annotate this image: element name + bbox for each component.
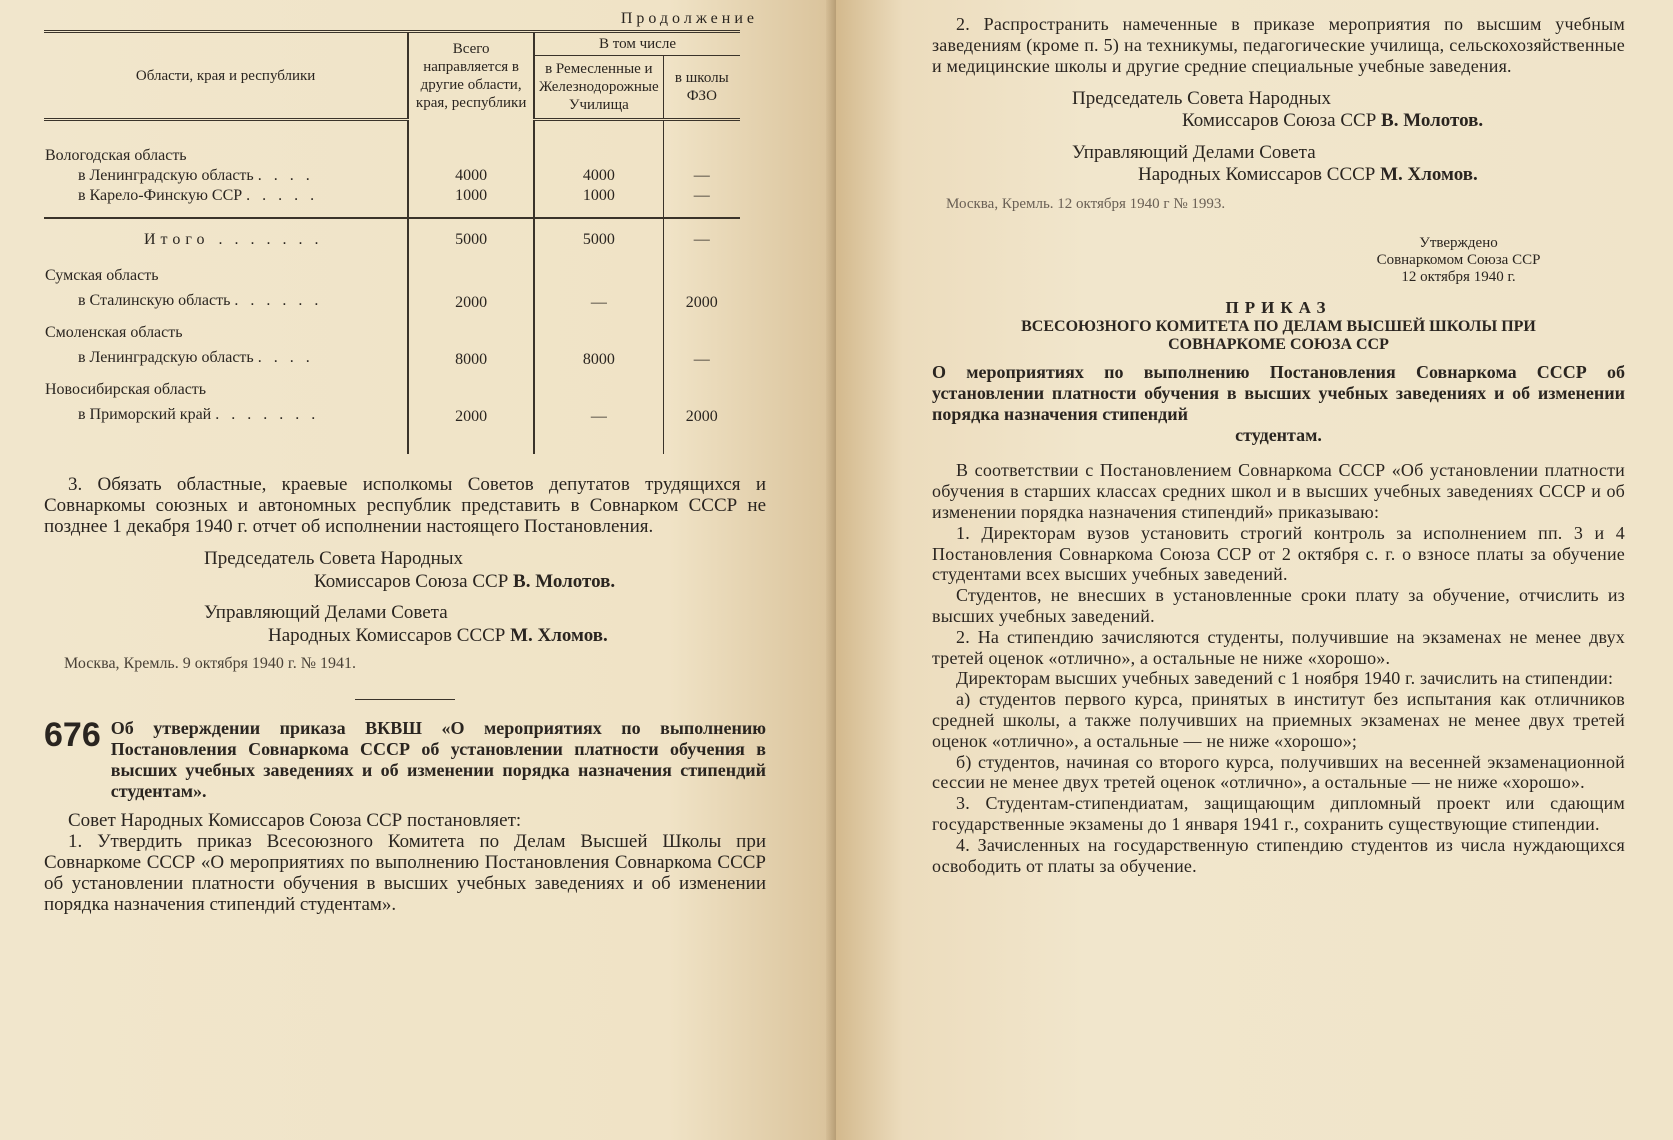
table-row: в Сталинскую область . . . . . . 2000 — 2000 (44, 286, 740, 318)
table-row (44, 375, 740, 400)
signature-manager: Управляющий Делами Совета Народных Комиссаров СССР М. Хломов. (204, 602, 608, 646)
cell-schools: — (534, 400, 663, 454)
cell-fzo: 2000 (663, 286, 740, 318)
decree-point-1: 1. Утвердить приказ Всесоюзного Комитета по Делам Высшей Школы при Совнаркоме СССР «О мероприятиях по выполнению Постановления Совнаркома СССР об установлении платности обучения в высших учебных заведениях и об изменении порядка назначения стипендий студентам». (44, 831, 766, 915)
col-region-header: Области, края и республики (44, 32, 408, 120)
destination: в Ленинградскую область (78, 167, 254, 184)
signatory-name: В. Молотов. (513, 571, 616, 592)
cell-fzo: — (663, 218, 740, 261)
approval-stamp: Утверждено Совнаркомом Союза ССР 12 октября 1940 г. (1376, 235, 1541, 286)
distribution-table (44, 30, 740, 454)
signature-chairman: Председатель Совета Народных Комиссаров Союза ССР В. Молотов. (204, 548, 616, 592)
col-including-header: В том числе (534, 32, 740, 56)
signatory-name: В. Молотов. (1381, 110, 1484, 132)
destination: в Сталинскую область (78, 292, 231, 309)
right-page (836, 0, 1673, 1140)
date-line: Москва, Кремль. 9 октября 1940 г. № 1941. (64, 655, 356, 672)
point-3-text: 3. Обязать областные, краевые исполкомы Советов депутатов трудящихся и Совнаркомы союзных и автономных республик представить в Совнарком СССР не позднее 1 декабря 1940 г. отчет об исполнении настоящего Постановления. (44, 474, 766, 537)
destination: в Ленинградскую область (78, 349, 254, 366)
cell-total: 2000 (408, 400, 534, 454)
continuation-label: Продолжение (620, 10, 758, 27)
order-issuer: ВСЕСОЮЗНОГО КОМИТЕТА ПО ДЕЛАМ ВЫСШЕЙ ШКОЛЫ ПРИ СОВНАРКОМЕ СОЮЗА ССР (1021, 318, 1536, 354)
table-row: в Ленинградскую область . . . . 4000 4000 — (44, 166, 740, 186)
cell-total: 1000 (408, 186, 534, 218)
order-paragraph: 1. Директорам вузов установить строгий контроль за исполнением пп. 3 и 4 Постановления Совнаркома Союза ССР от 2 октября с. г. о взносе платы за обучение студентами всех высших учебных заведений. (932, 522, 1625, 585)
region-name: Новосибирская область (45, 381, 207, 398)
signature-chairman: Председатель Совета Народных Комиссаров Союза ССР В. Молотов. (1072, 88, 1484, 132)
table-row (44, 261, 740, 286)
signature-manager: Управляющий Делами Совета Народных Комиссаров СССР М. Хломов. (1072, 142, 1478, 186)
divider (355, 699, 455, 700)
order-title-end: студентам. (1235, 425, 1322, 446)
cell-total: 2000 (408, 286, 534, 318)
order-heading: ПРИКАЗ (1225, 298, 1332, 318)
order-paragraph: В соответствии с Постановлением Совнаркома СССР «Об установлении платности обучения в старших классах средних школ и в высших учебных заведениях СССР и об изменении порядка назначения стипендий» приказываю: (932, 460, 1625, 522)
cell-fzo: 2000 (663, 400, 740, 454)
cell-schools: 8000 (534, 343, 663, 375)
col-total-header: Всего направляется в другие области, края, республики (408, 32, 534, 120)
cell-fzo: — (663, 186, 740, 218)
article-title: Об утверждении приказа ВКВШ «О мероприятиях по выполнению Постановления Совнаркома СССР об установлении платности обучения в высших учебных заведениях и об изменении порядка назначения стипендий студентам». (110, 718, 766, 801)
table-row (44, 318, 740, 343)
cell-schools: 5000 (534, 218, 663, 261)
region-name: Смоленская область (45, 324, 183, 341)
region-name: Вологодская область (45, 147, 187, 164)
table-row (44, 120, 740, 167)
order-paragraph: 4. Зачисленных на государственную стипендию студентов из числа нуждающихся освободить от платы за обучение. (932, 834, 1625, 876)
table-row: в Карело-Финскую ССР . . . . . 1000 1000 — (44, 186, 740, 218)
col-fzo-header: в школы ФЗО (663, 56, 740, 120)
article-676 (44, 718, 766, 802)
order-paragraph: 3. Студентам-стипендиатам, защищающим дипломный проект или сдающим государственные экзамены до 1 января 1941 г., сохранить существующие стипендии. (932, 793, 1625, 834)
total-label: Итого (144, 231, 210, 248)
cell-total: 8000 (408, 343, 534, 375)
cell-fzo: — (663, 166, 740, 186)
order-title: О мероприятиях по выполнению Постановления Совнаркома СССР об установлении платности обучения в высших учебных заведениях и об изменении порядка назначения стипендий (932, 362, 1625, 425)
order-paragraph: Директорам высших учебных заведений с 1 ноября 1940 г. зачислить на стипендии: (956, 668, 1614, 689)
col-schools-header: в Ремесленные и Железнодорожные Училища (534, 56, 663, 120)
cell-total: 4000 (408, 166, 534, 186)
region-name: Сумская область (45, 267, 159, 284)
signatory-name: М. Хломов. (1380, 164, 1478, 186)
destination: в Приморский край (78, 406, 212, 423)
date-line: Москва, Кремль. 12 октября 1940 г № 1993. (946, 196, 1226, 213)
destination: в Карело-Финскую ССР (78, 187, 243, 204)
signatory-name: М. Хломов. (510, 625, 608, 646)
order-paragraph: Студентов, не внесших в установленные сроки плату за обучение, отчислить из высших учебных заведений. (932, 585, 1625, 626)
article-number: 676 (44, 716, 101, 754)
point-2-text: 2. Распространить намеченные в приказе мероприятия по высшим учебным заведениям (кроме п. 5) на техникумы, педагогические училища, сельскохозяйственные и медицинские школы и другие средние специальные учебные заведения. (932, 14, 1625, 76)
order-paragraph: б) студентов, начиная со второго курса, получивших на весенней экзаменационной сессии не менее двух третей оценок «отлично», а остальные — не ниже «хорошо». (932, 751, 1625, 793)
order-body (932, 460, 1625, 876)
order-paragraph: а) студентов первого курса, принятых в институт без испытания как отличников средней школы, а также получивших на приемных экзаменах не менее двух третей оценок «отлично», а остальные — не ниже «хорошо»; (932, 689, 1625, 751)
total-row: Итого . . . . . . . 5000 5000 — (44, 218, 740, 261)
cell-schools: 4000 (534, 166, 663, 186)
left-page (0, 0, 836, 1140)
table-row: в Ленинградскую область . . . . 8000 8000 — (44, 343, 740, 375)
order-paragraph: 2. На стипендию зачисляются студенты, получившие на экзаменах не менее двух третей оценок «отлично», а остальные не ниже «хорошо». (932, 626, 1625, 668)
cell-schools: 1000 (534, 186, 663, 218)
cell-total: 5000 (408, 218, 534, 261)
cell-schools: — (534, 286, 663, 318)
decree-intro: Совет Народных Комиссаров Союза ССР постановляет: (68, 810, 522, 831)
table-row: в Приморский край . . . . . . . 2000 — 2000 (44, 400, 740, 454)
cell-fzo: — (663, 343, 740, 375)
